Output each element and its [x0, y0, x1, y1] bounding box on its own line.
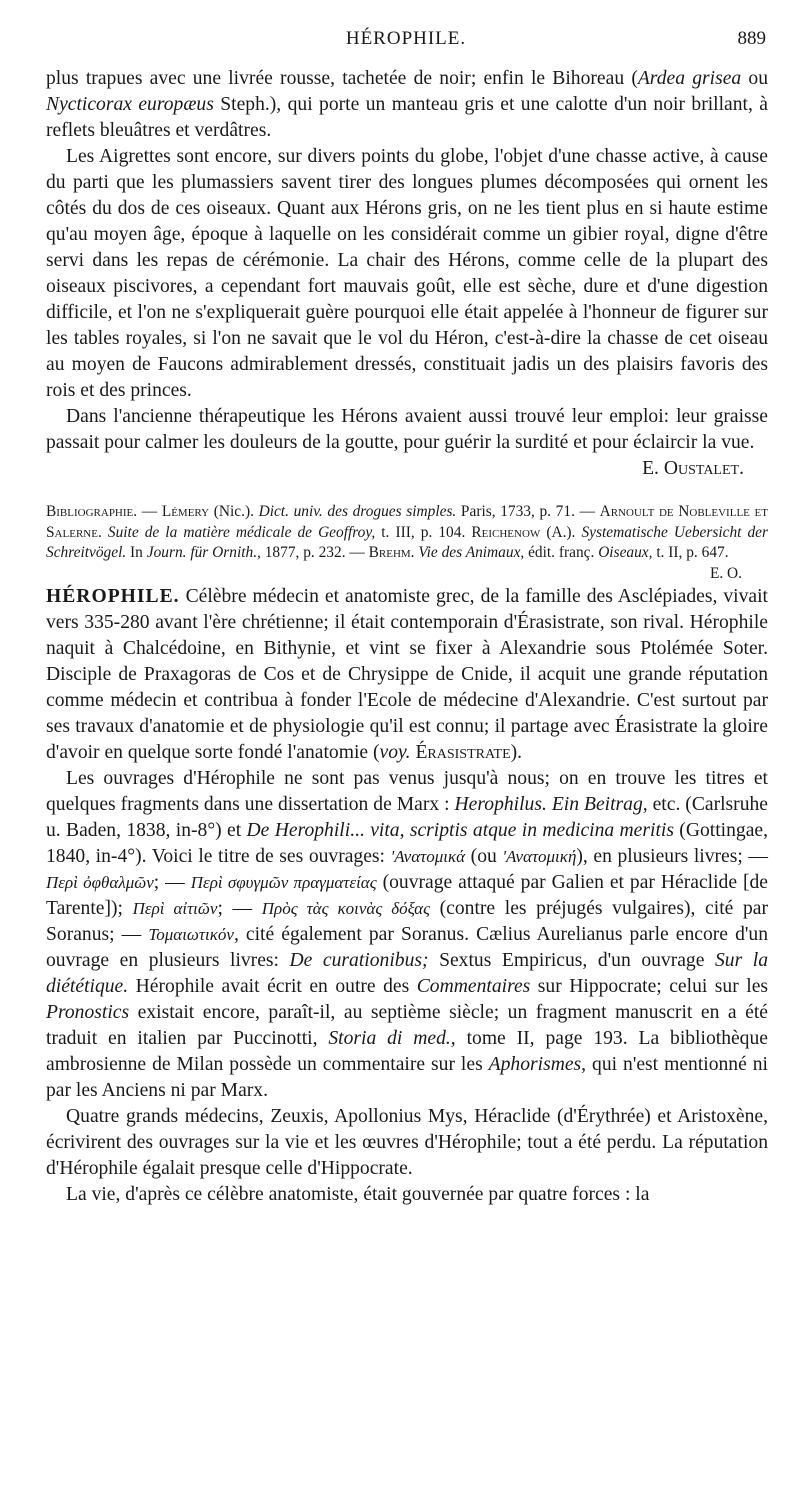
entry-heading: HÉROPHILE. — [46, 586, 180, 607]
body-text — [46, 66, 768, 1208]
bibliography-initials: E. O. — [709, 564, 742, 582]
signature-line — [46, 456, 768, 482]
running-title: HÉROPHILE. — [345, 28, 467, 49]
page-number: 889 — [737, 28, 766, 49]
herophile-paragraph-1: HÉROPHILE. Célèbre médecin et anatomiste grec, de la famille des Asclépiades, vivait vers 335-280 avant l'ère chrétienne; il était contemporain d'Érasistrate, son rival. Hérophile naquit à Chalcédoine, en Bithynie, et vint se fixer à Alexandrie sous Ptolémée Soter. Disciple de Praxagoras de Cos et de Chrysippe de Cnide, il acquit une grande réputation comme médecin et contribua à fonder l'Ecole de médecine d'Alexandrie. C'est surtout par ses travaux d'anatomie et de physiologie qu'il est connu; il partage avec Érasistrate la gloire d'avoir en quelque sorte fondé l'anatomie (voy. Érasistrate). — [46, 586, 768, 763]
page-header — [46, 28, 766, 58]
heron-paragraph-2: Les Aigrettes sont encore, sur divers points du globe, l'objet d'une chasse active, à cause du parti que les plumassiers savent tirer des longues plumes décomposées qui ornent les côtés du dos de ces oiseaux. Quant aux Hérons gris, on ne les tient plus en si haute estime qu'au moyen âge, époque à laquelle on les considérait comme un gibier royal, digne d'être servi dans les repas de cérémonie. La chair des Hérons, comme celle de la plupart des oiseaux piscivores, a cependant fort mauvais goût, elle est sèche, dure et d'une digestion difficile, et l'on ne s'expliquerait guère pourquoi elle était appelée à l'honneur de figurer sur les tables royales, si l'on ne savait que le vol du Héron, c'est-à-dire la chasse de cet oiseau au moyen de Faucons admirablement dressés, constituait jadis un des plaisirs favoris des rois et des princes. — [46, 146, 768, 401]
author-signature: E. Oustalet. — [642, 458, 744, 479]
heron-paragraph-3: Dans l'ancienne thérapeutique les Hérons avaient aussi trouvé leur emploi: leur graisse passait pour calmer les douleurs de la goutte, pour guérir la surdité et pour éclaircir la vue. — [46, 406, 768, 453]
herophile-paragraph-3: Quatre grands médecins, Zeuxis, Apollonius Mys, Héraclide (d'Érythrée) et Aristoxène, écrivirent des ouvrages sur la vie et les œuvres d'Hérophile; tout a été perdu. La réputation d'Hérophile égalait presque celle d'Hippocrate. — [46, 1106, 768, 1179]
bibliography-label: Bibliographie. — [46, 503, 138, 520]
herophile-paragraph-4: La vie, d'après ce célèbre anatomiste, était gouvernée par quatre forces : la — [66, 1184, 650, 1205]
herophile-paragraph-2: Les ouvrages d'Hérophile ne sont pas venus jusqu'à nous; on en trouve les titres et quelques fragments dans une dissertation de Marx : Herophilus. Ein Beitrag, etc. (Carlsruhe u. Baden, 1838, in-8°) et De Herophili... vita, scriptis atque in medicina meritis (Gottingae, 1840, in-4°). Voici le titre de ses ouvrages: 'Ανατομικά (ou 'Ανατομική), en plusieurs livres; — Περὶ ὀφθαλμῶν; — Περὶ σφυγμῶν πραγματείας (ouvrage attaqué par Galien et par Héraclide [de Tarente]); Περὶ αἰτιῶν; — Πρὸς τὰς κοινὰς δόξας (contre les préjugés vulgaires), cité par Soranus; — Τομαιωτικόν, cité également par Soranus. Cælius Aurelianus parle encore d'un ouvrage en plusieurs livres: De curationibus; Sextus Empiricus, d'un ouvrage Sur la diététique. Hérophile avait écrit en outre des Commentaires sur Hippocrate; celui sur les Pronostics existait encore, paraît-il, au septième siècle; un fragment manuscrit en a été traduit en italien par Puccinotti, Storia di med., tome II, page 193. La bibliothèque ambrosienne de Milan possède un commentaire sur les Aphorismes, qui n'est mentionné ni par les Anciens ni par Marx. — [46, 768, 769, 1101]
bibliography: Bibliographie. — Lémery (Nic.). Dict. univ. des drogues simples. Paris, 1733, p. 71. — Arnoult de Nobleville et Salerne. Suite de la matière médicale de Geoffroy, t. III, p. 104. Reichenow (A.). Systematische Uebersicht der Schreitvögel. In Journ. für Ornith., 1877, p. 232. — Brehm. Vie des Animaux, édit. franç. Oiseaux, t. II, p. 647. E. O. — [46, 502, 768, 584]
heron-paragraph-1: plus trapues avec une livrée rousse, tachetée de noir; enfin le Bihoreau (Ardea grisea ou Nycticorax europæus Steph.), qui porte un manteau gris et une calotte d'un noir brillant, à reflets bleuâtres et verdâtres. — [46, 68, 768, 141]
cross-reference: Érasistrate — [415, 742, 511, 763]
